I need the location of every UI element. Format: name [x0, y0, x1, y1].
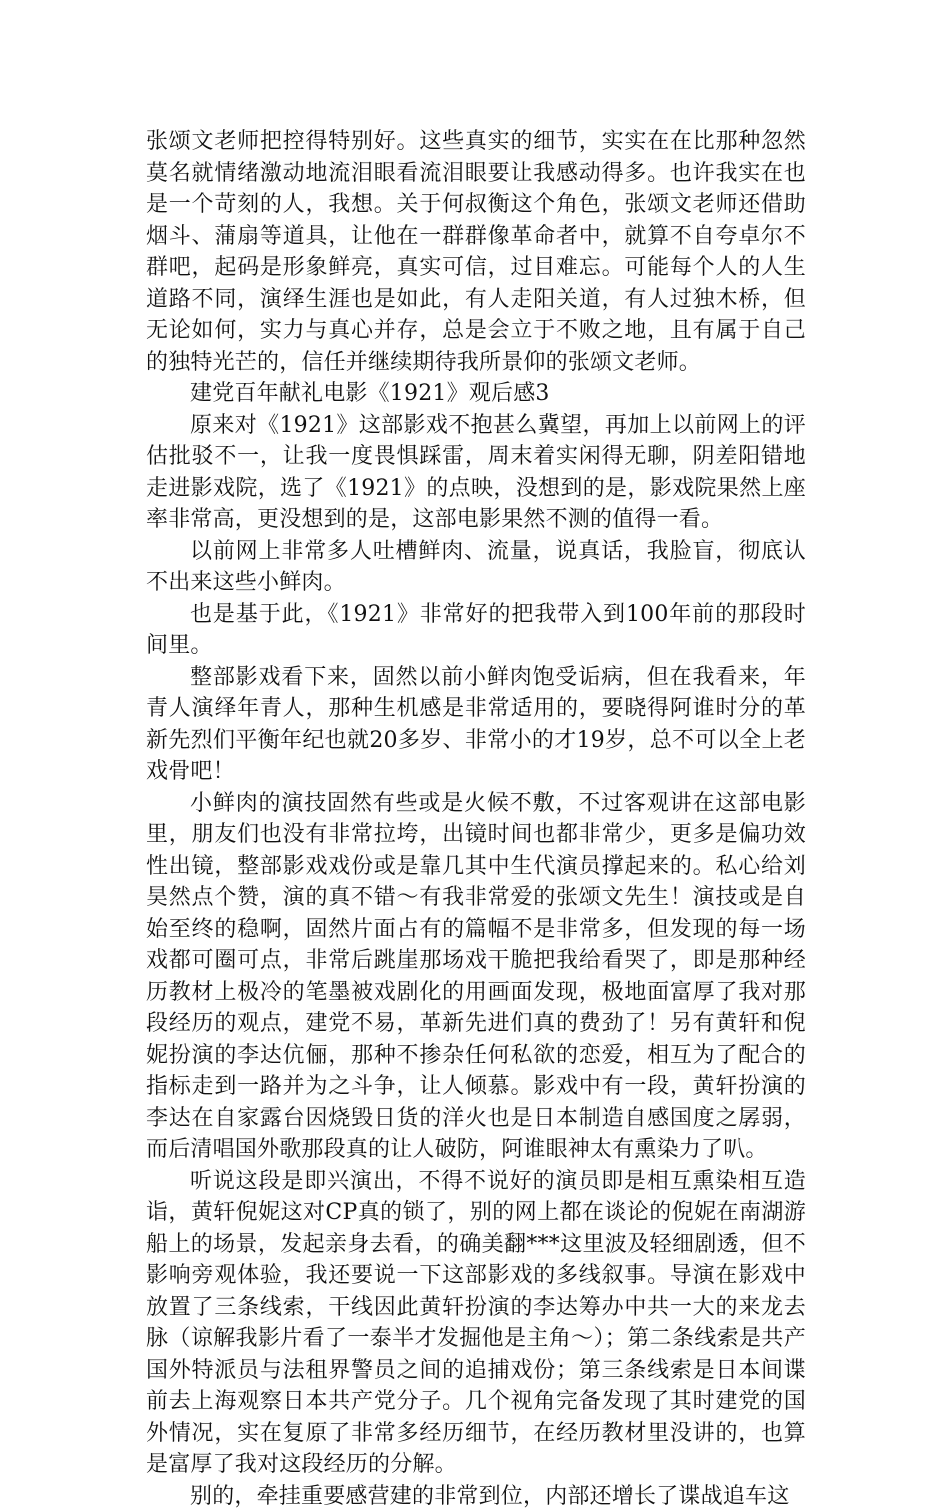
section-heading: 建党百年献礼电影《1921》观后感3 — [146, 378, 806, 410]
paragraph-intro: 张颂文老师把控得特别好。这些真实的细节，实实在在比那种忽然莫名就情绪激动地流泪眼看流泪眼要让我感动得多。也许我实在也是一个苛刻的人，我想。关于何叔衡这个角色，张颂文老师还借助烟斗、蒲扇等道具，让他在一群群像革命者中，就算不自夸卓尔不群吧，起码是形象鲜亮，真实可信，过目难忘。可能每个人的人生道路不同，演绎生涯也是如此，有人走阳关道，有人过独木桥，但无论如何，实力与真心并存，总是会立于不败之地，且有属于自己的独特光芒的，信任并继续期待我所景仰的张颂文老师。 — [146, 126, 806, 378]
paragraph-3: 也是基于此，《1921》非常好的把我带入到100年前的那段时间里。 — [146, 599, 806, 662]
paragraph-7: 别的，牵挂重要感营建的非常到位，内部还增长了谍战追车这 — [146, 1481, 806, 1512]
paragraph-5: 小鲜肉的演技固然有些或是火候不敷，不过客观讲在这部电影里，朋友们也没有非常拉垮，出镜时间也都非常少，更多是偏功效性出镜，整部影戏戏份或是靠几其中生代演员撑起来的。私心给刘昊然点个赞，演的真不错～有我非常爱的张颂文先生！演技或是自始至终的稳啊，固然片面占有的篇幅不是非常多，但发现的每一场戏都可圈可点，非常后跳崖那场戏干脆把我给看哭了，即是那种经历教材上极冷的笔墨被戏剧化的用画面发现，极地面富厚了我对那段经历的观点，建党不易，革新先进们真的费劲了！另有黄轩和倪妮扮演的李达伉俪，那种不掺杂任何私欲的恋爱，相互为了配合的指标走到一路并为之斗争，让人倾慕。影戏中有一段，黄轩扮演的李达在自家露台因烧毁日货的洋火也是日本制造自感国度之孱弱，而后清唱国外歌那段真的让人破防，阿谁眼神太有熏染力了叭。 — [146, 788, 806, 1166]
paragraph-6: 听说这段是即兴演出，不得不说好的演员即是相互熏染相互造诣，黄轩倪妮这对CP真的锁了，别的网上都在谈论的倪妮在南湖游船上的场景，发起亲身去看，的确美翻***这里波及轻细剧透，但不影响旁观体验，我还要说一下这部影戏的多线叙事。导演在影戏中放置了三条线索，干线因此黄轩扮演的李达筹办中共一大的来龙去脉（谅解我影片看了一泰半才发掘他是主角～）；第二条线索是共产国外特派员与法租界警员之间的追捕戏份；第三条线索是日本间谍前去上海观察日本共产党分子。几个视角完备发现了其时建党的国外情况，实在复原了非常多经历细节，在经历教材里没讲的，也算是富厚了我对这段经历的分解。 — [146, 1166, 806, 1481]
paragraph-1: 原来对《1921》这部影戏不抱甚么冀望，再加上以前网上的评估批驳不一，让我一度畏惧踩雷，周末着实闲得无聊，阴差阳错地走进影戏院，选了《1921》的点映，没想到的是，影戏院果然上座率非常高，更没想到的是，这部电影果然不测的值得一看。 — [146, 410, 806, 536]
document-body — [146, 126, 806, 1512]
paragraph-4: 整部影戏看下来，固然以前小鲜肉饱受诟病，但在我看来，年青人演绎年青人，那种生机感是非常适用的，要晓得阿谁时分的革新先烈们平衡年纪也就20多岁、非常小的才19岁，总不可以全上老戏骨吧！ — [146, 662, 806, 788]
paragraph-2: 以前网上非常多人吐槽鲜肉、流量，说真话，我脸盲，彻底认不出来这些小鲜肉。 — [146, 536, 806, 599]
